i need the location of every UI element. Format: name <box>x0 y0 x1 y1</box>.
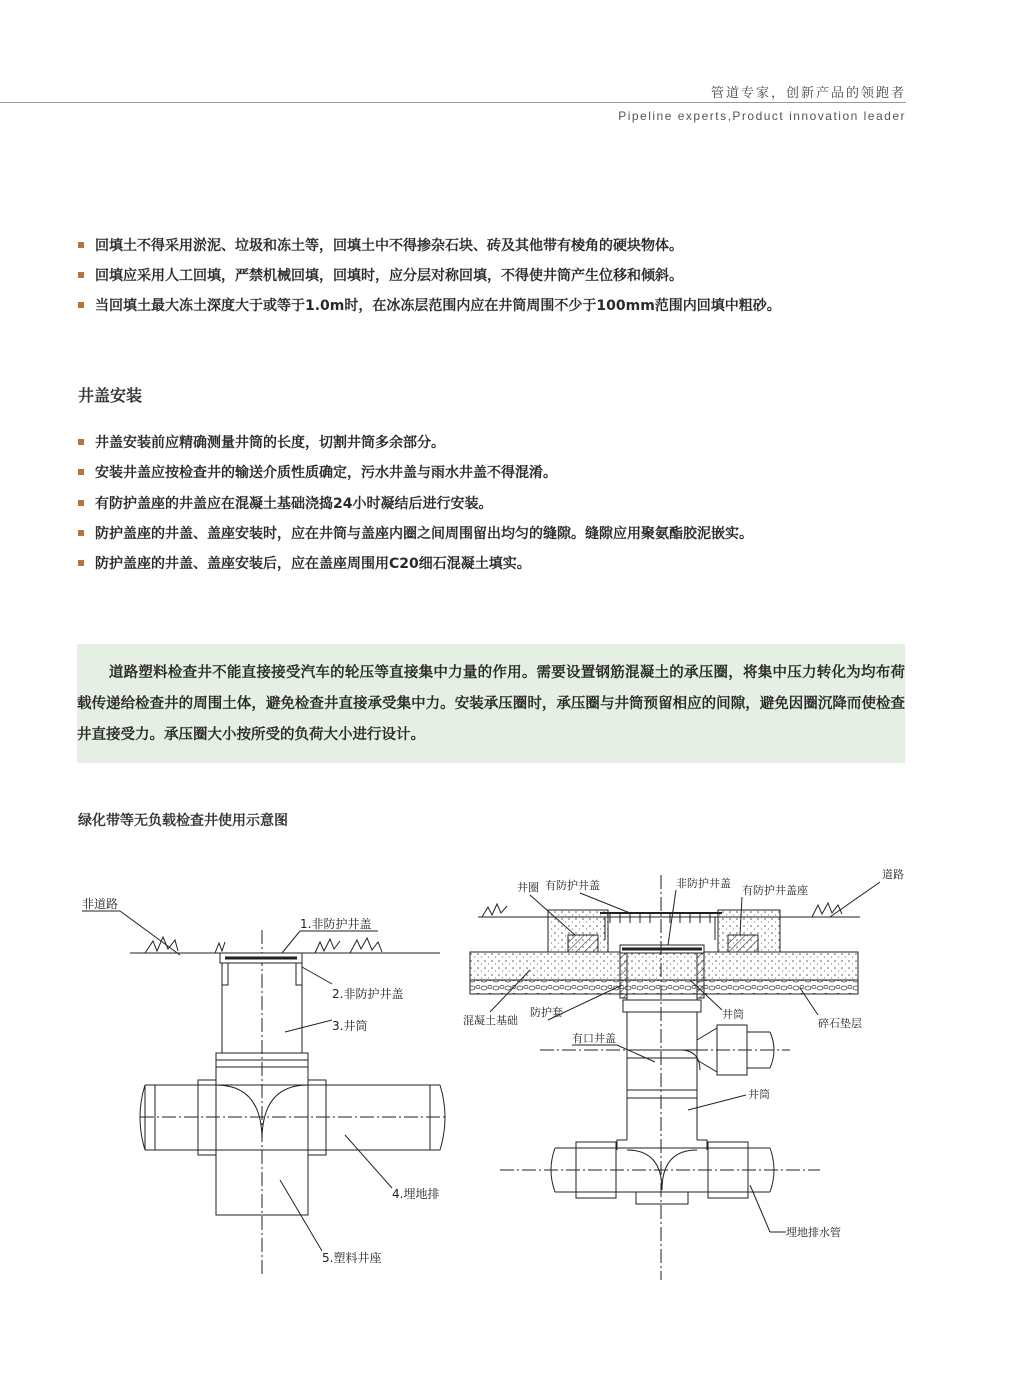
list-item: 防护盖座的井盖、盖座安装后，应在盖座周围用C20细石混凝土填实。 <box>78 548 753 578</box>
right-diagram-labels <box>463 868 904 1239</box>
list-item: 当回填土最大冻土深度大于或等于1.0m时，在冰冻层范围内应在井筒周围不少于100mm范围内回填中粗砂。 <box>78 290 781 320</box>
label-shaft-bottom: 井筒 <box>748 1088 770 1101</box>
label-road: 道路 <box>882 868 904 881</box>
label-drain-pipe: 埋地排水管 <box>786 1226 841 1239</box>
note-text: 道路塑料检查井不能直接接受汽车的轮压等直接集中力量的作用。需要设置钢筋混凝土的承压圈，将集中压力转化为均布荷载传递给检查井的周围土体，避免检查井直接承受集中力。安装承压圈时，承压圈与井筒预留相应的间隙，避免因圈沉降而使检查井直接受力。承压圈大小按所受的负荷大小进行设计。 <box>77 665 905 743</box>
label-protected-cover: 有防护井盖 <box>545 879 600 892</box>
label-plastic-base: 5.塑料井座 <box>322 1251 382 1265</box>
list-item: 安装井盖应按检查井的输送介质性质确定，污水井盖与雨水井盖不得混淆。 <box>78 457 753 487</box>
right-diagram <box>470 875 860 1280</box>
label-protected-seat: 有防护井盖座 <box>742 884 808 897</box>
label-shaft: 3.井筒 <box>332 1019 368 1033</box>
label-ring: 井圈 <box>517 881 539 894</box>
label-sleeve: 防护套 <box>530 1006 563 1019</box>
label-buried-pipe: 4.埋地排 <box>392 1187 440 1201</box>
label-inlet-cover: 有口井盖 <box>572 1032 616 1045</box>
label-cover-2: 2.非防护井盖 <box>332 987 404 1001</box>
header-slogan-cn: 管道专家，创新产品的领跑者 <box>710 86 906 101</box>
label-shaft-top: 井筒 <box>722 1008 744 1021</box>
list-item: 井盖安装前应精确测量井筒的长度，切割井筒多余部分。 <box>78 427 753 457</box>
label-cover-1: 1.非防护井盖 <box>300 917 372 931</box>
label-unprotected-cover: 非防护井盖 <box>676 877 731 890</box>
list-item: 防护盖座的井盖、盖座安装时，应在井筒与盖座内圈之间周围留出均匀的缝隙。缝隙应用聚氨酯胶泥嵌实。 <box>78 518 753 548</box>
list-item: 有防护盖座的井盖应在混凝土基础浇捣24小时凝结后进行安装。 <box>78 488 753 518</box>
left-diagram <box>130 930 445 1275</box>
figure-title: 绿化带等无负载检查井使用示意图 <box>78 813 288 829</box>
label-gravel: 碎石垫层 <box>818 1017 862 1030</box>
list-item: 回填应采用人工回填，严禁机械回填，回填时，应分层对称回填，不得使井筒产生位移和倾斜。 <box>78 260 781 290</box>
section-title-cover-install: 井盖安装 <box>78 386 143 405</box>
label-concrete-base: 混凝土基础 <box>463 1014 518 1027</box>
left-diagram-labels <box>82 896 439 1265</box>
label-ground: 非道路 <box>82 897 119 911</box>
list-item: 回填土不得采用淤泥、垃圾和冻土等，回填土中不得掺杂石块、砖及其他带有棱角的硬块物体。 <box>78 230 781 260</box>
header-slogan-en: Pipeline experts,Product innovation leader <box>618 109 906 123</box>
